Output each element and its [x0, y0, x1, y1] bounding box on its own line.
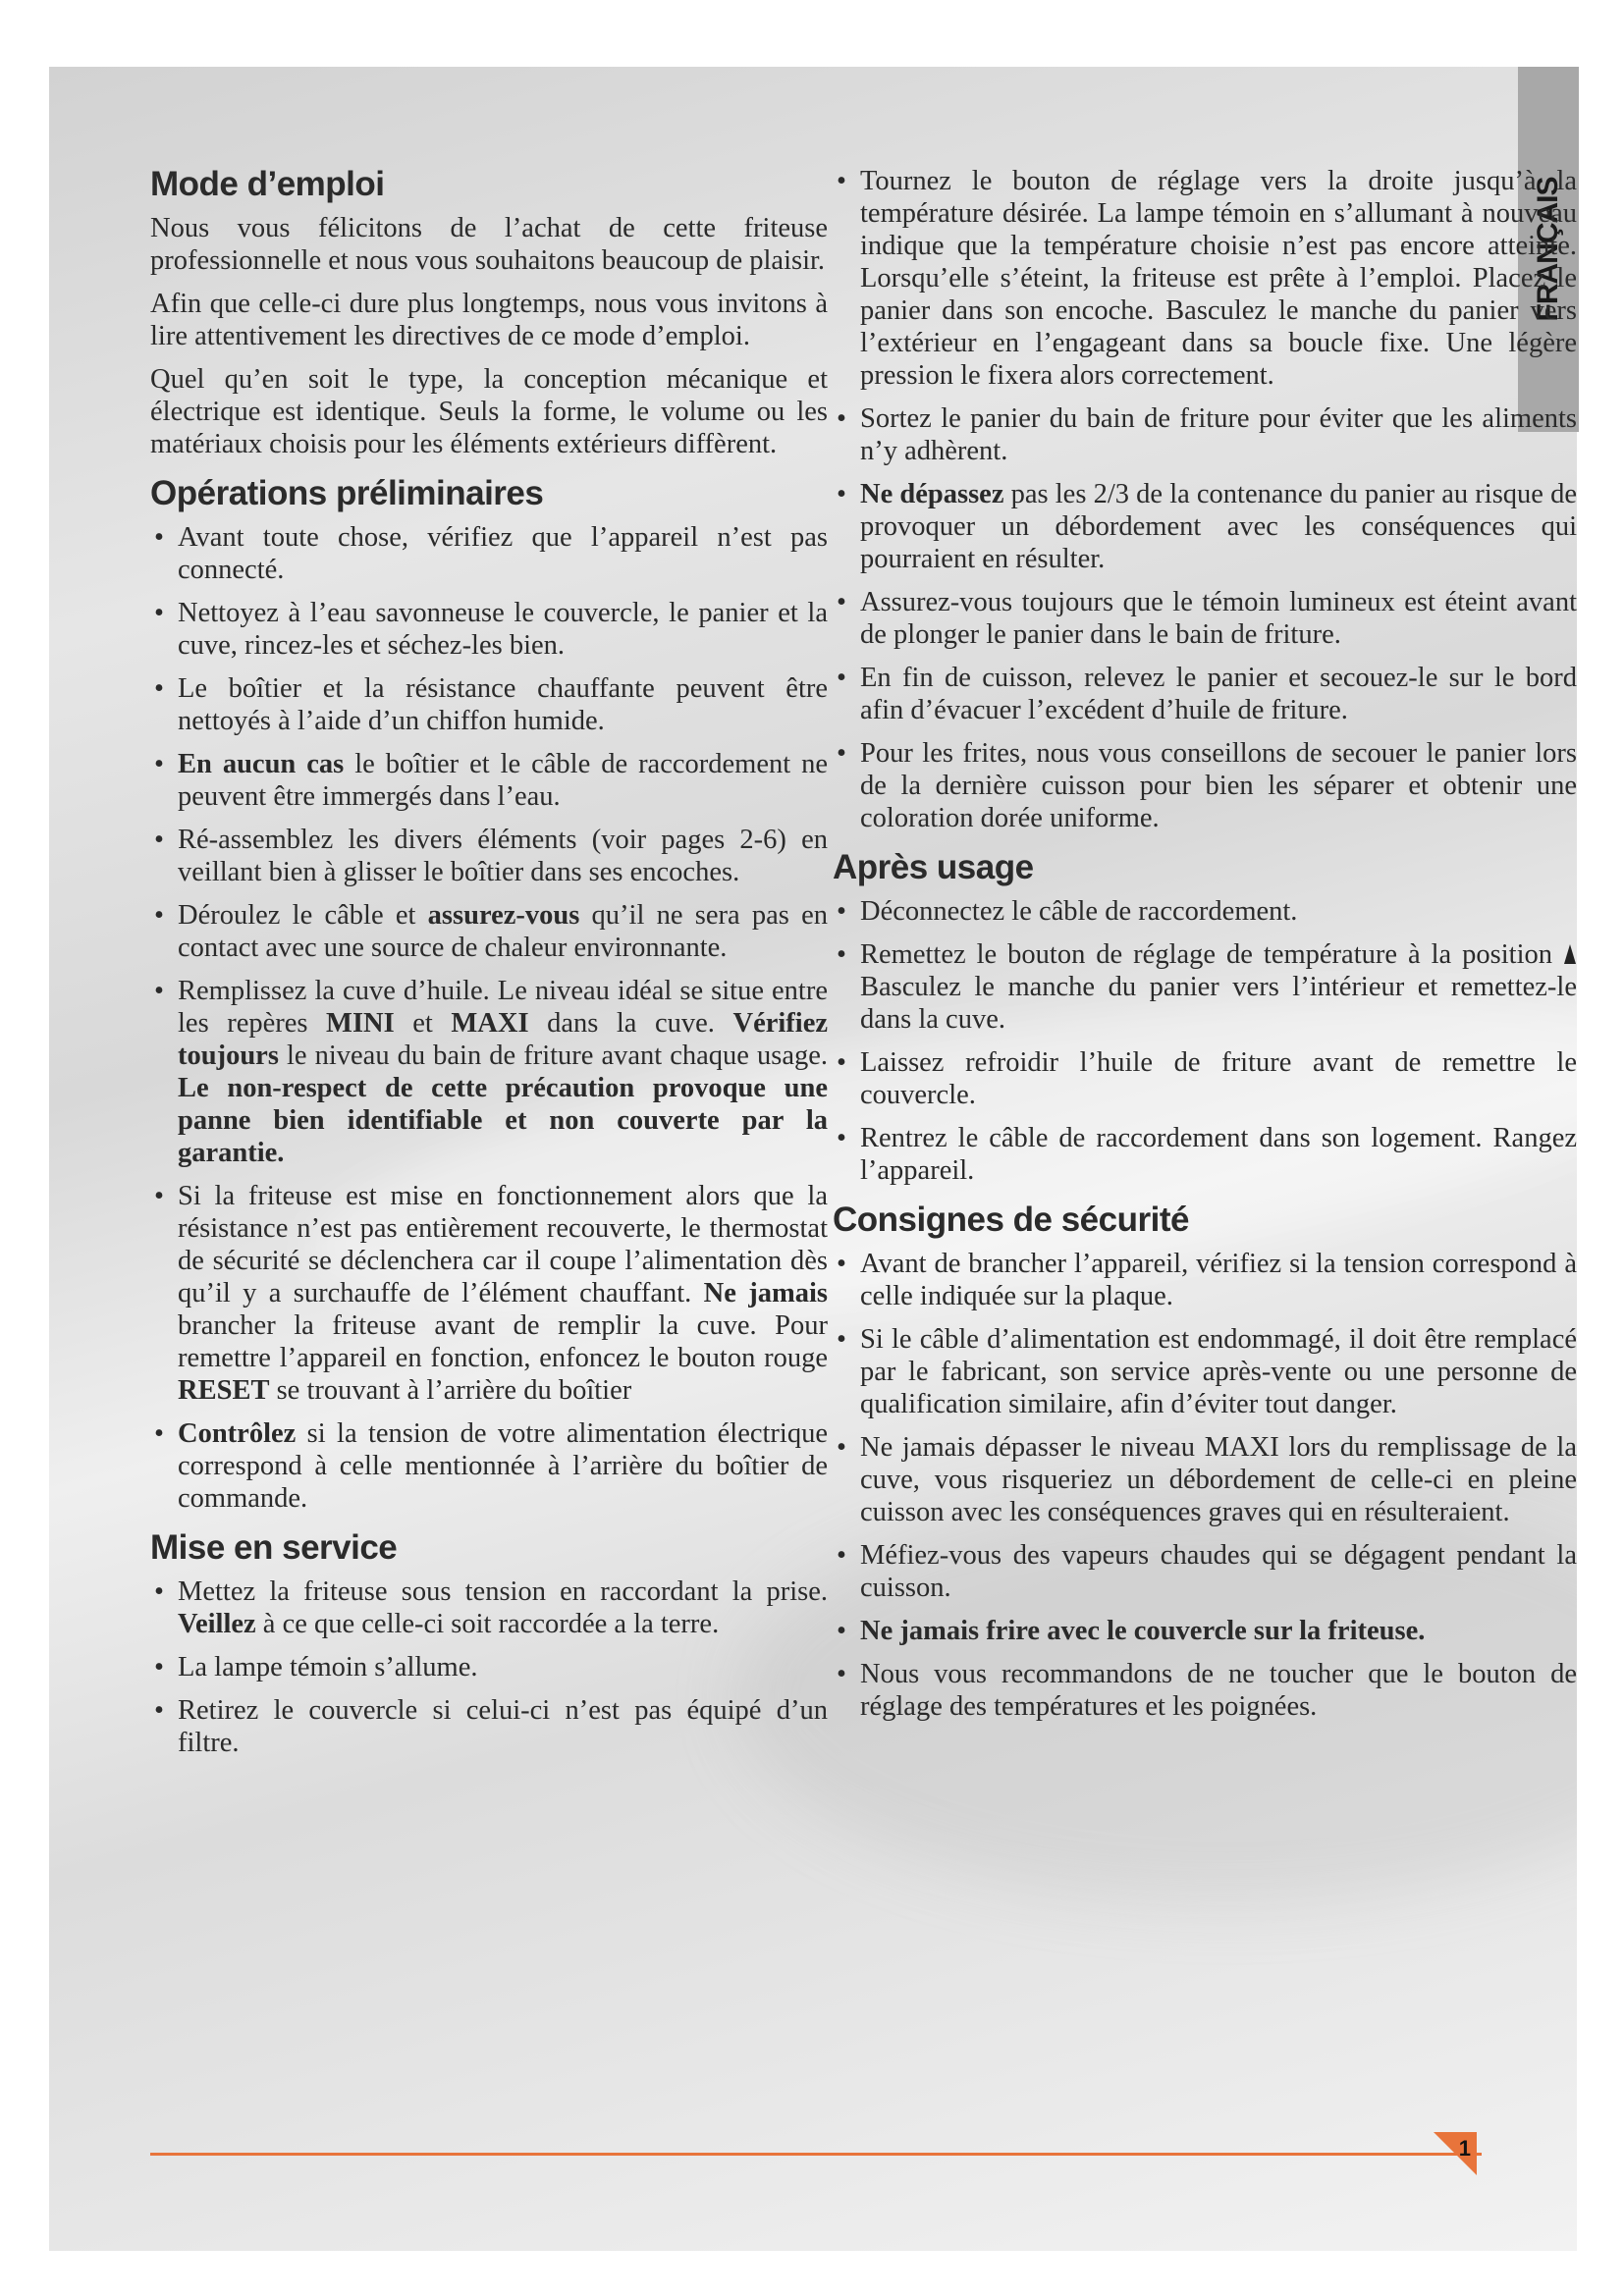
list-item: • Tournez le bouton de réglage vers la droite jusqu’à la température désirée. La lampe témoin en s’allumant à nouveau indique que la température choisie n’est pas encore atteinte. Lorsqu’elle s’éteint, la friteuse est prête à l’emploi. Placez le panier dans son encoche. Basculez le manche du panier vers l’extérieur en l’engageant dans sa boucle fixe. Une légère pression le fixera alors correctement. [833, 165, 1577, 392]
heading-mise-en-service: Mise en service [150, 1528, 828, 1572]
text: se trouvant à l’arrière du boîtier [269, 1375, 632, 1406]
paragraph: Afin que celle-ci dure plus longtemps, nous vous invitons à lire attentivement les directives de ce mode d’emploi. [150, 289, 828, 351]
bold-text: MAXI [451, 1008, 529, 1039]
apres-usage-list [833, 895, 1577, 1187]
bold-text: En aucun cas [178, 749, 345, 779]
list-item: • Si le câble d’alimentation est endommagé, il doit être remplacé par le fabricant, son service après-vente ou une personne de qualification similaire, afin d’éviter tout danger. [833, 1323, 1577, 1420]
section-mise-en-service [150, 1528, 828, 1759]
text: le boîtier et le câble de raccordement ne peuvent être immergés dans l’eau. [178, 749, 828, 812]
text: qu’il ne sera pas en contact avec une source de chaleur environnante. [178, 900, 829, 963]
text: dans la cuve. [528, 1008, 733, 1039]
position-marker-icon [1563, 939, 1577, 970]
mise-en-service-list [150, 1575, 828, 1759]
list-item: • Nettoyez à l’eau savonneuse le couvercle, le panier et la cuve, rincez-les et séchez-les bien. [150, 597, 828, 662]
list-item [150, 1575, 828, 1640]
section-operations-preliminaires [150, 474, 828, 1515]
left-column [150, 165, 828, 1773]
text: le niveau du bain de friture avant chaque usage. [278, 1041, 828, 1071]
warning-text: Le non-respect de cette précaution provoque une panne bien identifiable et non couverte par la garantie. [178, 1073, 828, 1168]
list-item: • Sortez le panier du bain de friture pour éviter que les aliments n’y adhèrent. [833, 402, 1577, 467]
section-apres-usage [833, 848, 1577, 1187]
text: Déroulez le câble et [178, 900, 428, 931]
list-item [150, 975, 828, 1169]
continued-list [833, 165, 1577, 834]
right-column [833, 165, 1577, 1736]
list-item: • Pour les frites, nous vous conseillons de secouer le panier lors de la dernière cuisson pour bien les séparer et obtenir une coloration dorée uniforme. [833, 737, 1577, 834]
list-item [150, 1417, 828, 1515]
list-item: • La lampe témoin s’allume. [150, 1651, 828, 1683]
list-item: • Méfiez-vous des vapeurs chaudes qui se dégagent pendant la cuisson. [833, 1539, 1577, 1604]
bold-text: Veillez [178, 1609, 256, 1639]
list-item: • En fin de cuisson, relevez le panier et secouez-le sur le bord afin d’évacuer l’excédent d’huile de friture. [833, 662, 1577, 726]
list-item: • Laissez refroidir l’huile de friture avant de remettre le couvercle. [833, 1046, 1577, 1111]
section-mode-emploi [150, 165, 828, 460]
bold-text: Contrôlez [178, 1418, 297, 1449]
language-tab-label: FRANÇAIS [1532, 177, 1564, 322]
bold-text: Ne dépassez [860, 479, 1004, 509]
list-item [833, 478, 1577, 575]
paragraph: Nous vous félicitons de l’achat de cette friteuse professionnelle et nous vous souhaitons beaucoup de plaisir. [150, 213, 828, 276]
bold-text: assurez-vous [427, 900, 580, 931]
bold-text: MINI [326, 1008, 395, 1039]
paragraph: Quel qu’en soit le type, la conception mécanique et électrique est identique. Seuls la forme, le volume ou les matériaux choisis pour les éléments extérieurs diffèrent. [150, 364, 828, 459]
list-item [150, 1180, 828, 1407]
list-item: • Assurez-vous toujours que le témoin lumineux est éteint avant de plonger le panier dans le bain de friture. [833, 586, 1577, 651]
operations-list [150, 521, 828, 1515]
bold-text: Ne jamais [703, 1278, 828, 1308]
consignes-list [833, 1248, 1577, 1723]
text: Basculez le manche du panier vers l’intérieur et remettez-le dans la cuve. [860, 972, 1577, 1035]
heading-operations: Opérations préliminaires [150, 474, 828, 517]
list-item: • Ne jamais dépasser le niveau MAXI lors du remplissage de la cuve, vous risqueriez un débordement de celle-ci en pleine cuisson avec les conséquences graves qui en résulteraient. [833, 1431, 1577, 1528]
footer-rule [150, 2153, 1482, 2156]
text: pas les 2/3 de la contenance du panier au risque de provoquer un débordement avec les conséquences qui pourraient en résulter. [860, 479, 1577, 574]
bold-text: Ne jamais frire avec le couvercle sur la friteuse. [860, 1616, 1426, 1646]
text: Remettez le bouton de réglage de température à la position [860, 939, 1563, 970]
page-number: 1 [1458, 2136, 1471, 2161]
text: et [394, 1008, 452, 1039]
bold-text: RESET [178, 1375, 270, 1406]
list-item: • Avant de brancher l’appareil, vérifiez si la tension correspond à celle indiquée sur la plaque. [833, 1248, 1577, 1312]
text: à ce que celle-ci soit raccordée a la terre. [255, 1609, 720, 1639]
heading-apres-usage: Après usage [833, 848, 1577, 891]
text: Si la friteuse est mise en fonctionnement alors que la résistance n’est pas entièrement recouverte, le thermostat de sécurité se déclenchera car il coupe l’alimentation dès qu’il y a surchauffe de l’élément chauffant. [178, 1181, 828, 1308]
list-item: • Avant toute chose, vérifiez que l’appareil n’est pas connecté. [150, 521, 828, 586]
text: si la tension de votre alimentation électrique correspond à celle mentionnée à l’arrière du boîtier de commande. [178, 1418, 828, 1514]
list-item: • Le boîtier et la résistance chauffante peuvent être nettoyés à l’aide d’un chiffon humide. [150, 672, 828, 737]
text: brancher la friteuse avant de remplir la cuve. Pour remettre l’appareil en fonction, enfoncez le bouton rouge [178, 1310, 828, 1373]
bold-text: Vérifiez toujours [178, 1008, 828, 1071]
page-number-badge [1434, 2132, 1477, 2175]
section-mise-en-service-continued [833, 165, 1577, 834]
list-item [833, 938, 1577, 1036]
list-item: • Ré-assemblez les divers éléments (voir pages 2-6) en veillant bien à glisser le boîtier dans ses encoches. [150, 824, 828, 888]
heading-consignes-securite: Consignes de sécurité [833, 1201, 1577, 1244]
list-item: • Retirez le couvercle si celui-ci n’est pas équipé d’un filtre. [150, 1694, 828, 1759]
text: Mettez la friteuse sous tension en raccordant la prise. [178, 1576, 828, 1607]
list-item [150, 899, 828, 964]
list-item: • Rentrez le câble de raccordement dans son logement. Rangez l’appareil. [833, 1122, 1577, 1187]
list-item: • Nous vous recommandons de ne toucher que le bouton de réglage des températures et les poignées. [833, 1658, 1577, 1723]
heading-mode-emploi: Mode d’emploi [150, 165, 828, 208]
list-item [833, 1615, 1577, 1647]
text: Remplissez la cuve d’huile. Le niveau idéal se situe entre les repères [178, 976, 828, 1039]
list-item [150, 748, 828, 813]
list-item: • Déconnectez le câble de raccordement. [833, 895, 1577, 928]
section-consignes-securite [833, 1201, 1577, 1723]
